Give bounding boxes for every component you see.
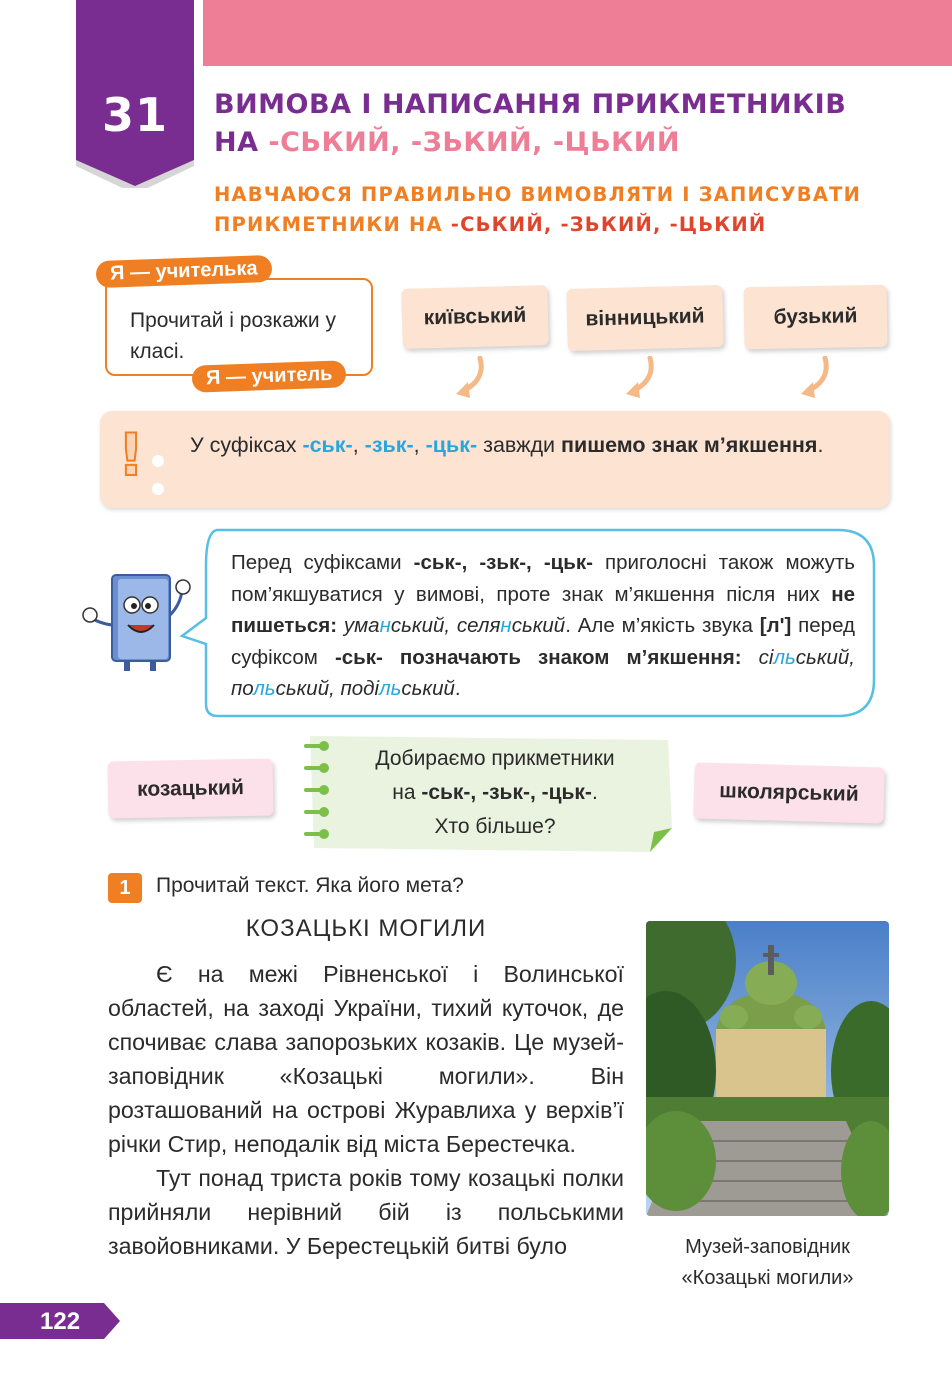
teacher-instruction: Прочитай і розкажи у класі. [130, 309, 336, 363]
exclamation-icon: ! [117, 421, 145, 489]
reading-body [108, 957, 624, 1263]
photo-caption [646, 1232, 889, 1294]
word-card: вінницький [566, 285, 724, 351]
teacher-tag-female: Я — учителька [96, 255, 272, 288]
game-instruction [330, 742, 660, 844]
curved-arrow-icon [797, 356, 833, 402]
note-bold: не пишеться: [231, 582, 855, 637]
example-highlight: н [500, 614, 512, 637]
lesson-title [214, 86, 934, 162]
colon-dot-icon [152, 455, 164, 467]
game-suffixes: -ськ-, -зьк-, -цьк- [421, 781, 592, 804]
example-word: ума [337, 614, 380, 637]
caption-line: Музей-заповідник [685, 1236, 850, 1258]
example-highlight: ль [253, 677, 276, 700]
reading-paragraph: Тут понад триста років тому козацькі полки прийняли нерівний бій із польськими завойовниками. У Берестецькій битві було [108, 1165, 624, 1259]
title-suffixes: -СЬКИЙ, -ЗЬКИЙ, -ЦЬКИЙ [268, 127, 680, 158]
game-part: на [392, 781, 422, 804]
example-word: ський, селя [390, 614, 501, 637]
rule-emphasis: пишемо знак м’якшення [561, 433, 818, 457]
rule-part: У суфіксах [190, 433, 303, 457]
example-highlight: ль [379, 677, 402, 700]
header-band [203, 0, 952, 66]
game-line-2 [330, 776, 660, 810]
game-word-card: школярський [693, 763, 884, 824]
task-number-badge: 1 [108, 873, 142, 903]
goal-line-1: НАВЧАЮСЯ ПРАВИЛЬНО ВИМОВЛЯТИ І ЗАПИСУВАТИ [214, 183, 862, 206]
page-number: 122 [40, 1308, 81, 1335]
note-part: . [454, 677, 461, 700]
game-line-3: Хто більше? [434, 815, 556, 838]
title-prefix: НА [214, 127, 269, 158]
example-highlight: н [379, 614, 391, 637]
note-bold: -ськ-, -зьк-, -цьк- [413, 551, 593, 574]
reading-paragraph: Є на межі Рівненської і Волинської областей, на заході України, тихий куточок, де спочиває слава запорозьких козаків. Це музей-заповідник «Козацькі могили». Він розташований на острові Журавлиха у верхів’ї річки Стир, неподалік від міста Берестечка. [108, 961, 624, 1157]
note-part: приголосні також можуть пом’якшуватися у вимові, проте знак м’якшення після них [231, 551, 855, 606]
suffix-zk: -зьк- [364, 433, 414, 457]
suffix-sk: -ськ- [302, 433, 353, 457]
rule-text [190, 430, 860, 461]
note-part: Перед суфіксами [231, 551, 414, 574]
goal-line-2 [214, 210, 934, 240]
teacher-tag-male: Я — учитель [192, 360, 347, 392]
goal-suffixes: -СЬКИЙ, -ЗЬКИЙ, -ЦЬКИЙ [450, 213, 767, 236]
rule-part: , [352, 433, 365, 457]
note-bold: [л'] [759, 614, 792, 637]
rule-part: . [817, 433, 824, 457]
example-word: ський, поді [275, 677, 380, 700]
example-word: ський [511, 614, 566, 637]
note-part: . Але м’якість звука [565, 614, 760, 637]
suffix-ck: -цьк- [425, 433, 478, 457]
word-card: київський [401, 285, 549, 349]
rule-part: завжди [477, 433, 561, 457]
note-part: перед суфіксом [231, 614, 855, 669]
curved-arrow-icon [452, 356, 488, 402]
example-word: сі [741, 645, 774, 669]
colon-dot-icon [152, 483, 164, 495]
title-line-2 [214, 124, 934, 162]
lesson-number: 31 [101, 88, 168, 142]
example-word: ський [401, 677, 455, 700]
note-bold: -ськ- позначають знаком м’якшення: [334, 645, 742, 669]
museum-photo [646, 921, 889, 1216]
title-line-1: ВИМОВА І НАПИСАННЯ ПРИКМЕТНИКІВ [214, 89, 847, 120]
game-word-card: козацький [108, 759, 274, 819]
book-mascot-icon [80, 565, 196, 675]
lesson-goal [214, 180, 934, 240]
rule-part: , [413, 433, 426, 457]
example-highlight: ль [773, 645, 796, 669]
game-line-1: Добираємо прикметники [375, 747, 615, 770]
reading-title: КОЗАЦЬКІ МОГИЛИ [245, 915, 487, 942]
note-text [231, 547, 855, 705]
goal-prefix: ПРИКМЕТНИКИ НА [214, 213, 451, 236]
game-part: . [591, 781, 598, 804]
caption-line: «Козацькі могили» [681, 1267, 854, 1289]
example-word: ський, по [231, 645, 856, 700]
curved-arrow-icon [622, 356, 658, 402]
word-card: бузький [743, 285, 887, 349]
task-instruction: Прочитай текст. Яка його мета? [156, 874, 464, 897]
